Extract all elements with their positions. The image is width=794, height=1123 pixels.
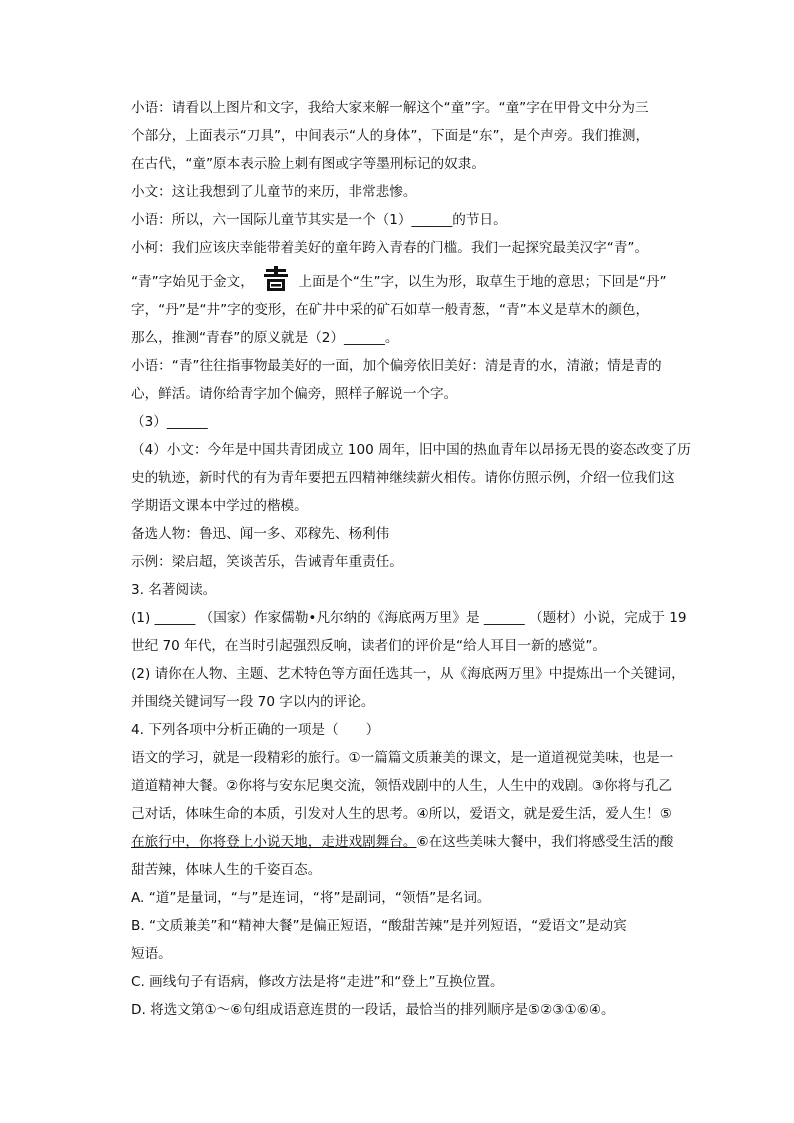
underlined-sentence: 在旅行中，你将登上小说天地，走进戏剧舞台。 [131, 834, 417, 850]
text-line: 小语：请看以上图片和文字，我给大家来解一解这个“童”字。“童”字在甲骨文中分为三 [131, 100, 649, 116]
text-line: 甜苦辣，体味人生的千姿百态。 [131, 862, 322, 878]
text-line: 小语：“青”往往指事物最美好的一面，加个偏旁依旧美好：清是青的水，清澈；情是青的 [131, 358, 662, 374]
text-line: 心，鲜活。请你给青字加个偏旁，照样子解说一个字。 [131, 386, 458, 402]
text-line: 个部分，上面表示“刀具”，中间表示“人的身体”，下面是“东”，是个声旁。我们推测， [131, 128, 650, 144]
text-line: 史的轨迹，新时代的有为青年要把五四精神继续薪火相传。请你仿照示例，介绍一位我们这 [131, 470, 675, 486]
text-line: 在古代，“童”原本表示脸上刺有图或字等墨刑标记的奴隶。 [131, 156, 485, 172]
text-line: 4. 下列各项中分析正确的一项是（ ） [131, 722, 380, 738]
text-line: 字，“丹”是“井”字的变形，在矿井中采的矿石如草一般青葱，“青”本义是草木的颜色， [131, 302, 650, 318]
text-line: 那么，推测“青春”的原义就是（2）______。 [131, 330, 399, 346]
text-line: 道道精神大餐。②你将与安东尼奥交流，领悟戏剧中的人生，人生中的戏剧。③你将与孔乙 [131, 778, 672, 794]
text-line: 语文的学习，就是一段精彩的旅行。①一篇篇文质兼美的课文，是一道道视觉美味，也是一 [131, 750, 674, 766]
text-line: (1) ______ （国家）作家儒勒•凡尔纳的《海底两万里》是 ______ （题材）小说，完成于 19 [131, 610, 687, 626]
text-line: 备选人物：鲁迅、闻一多、邓稼先、杨利伟 [131, 526, 390, 542]
text-line: 己对话，体味生命的本质，引发对人生的思考。④所以，爱语文，就是爱生活，爱人生！⑤ [131, 806, 672, 822]
underlined-text-line [131, 828, 691, 856]
text-line: 小柯：我们应该庆幸能带着美好的童年跨入青春的门槛。我们一起探究最美汉字“青”。 [131, 240, 649, 256]
option-b-cont: 短语。 [131, 946, 172, 962]
text-line: 3. 名著阅读。 [131, 582, 217, 598]
text-line: 小语：所以，六一国际儿童节其实是一个（1）______的节日。 [131, 212, 507, 228]
text-line: 并围绕关键词写一段 70 字以内的评论。 [131, 694, 375, 710]
option-a: A. “道”是量词，“与”是连词，“将”是副词，“领悟”是名词。 [131, 890, 491, 906]
option-c: C. 画线句子有语病，修改方法是将“走进”和“登上”互换位置。 [131, 974, 504, 990]
option-b: B. “文质兼美”和“精神大餐”是偏正短语，“酸甜苦辣”是并列短语，“爱语文”是动宾 [131, 918, 627, 934]
qing-line-after: 上面是个“生”字，以生为形，取草生于地的意思；下回是“丹” [298, 274, 667, 290]
document-page [131, 94, 691, 1024]
underlined-line-tail: ⑥在这些美味大餐中，我们将感受生活的酸 [416, 834, 674, 850]
text-line: 世纪 70 年代，在当时引起强烈反响，读者们的评价是“给人耳目一新的感觉”。 [131, 638, 607, 654]
bronze-qing-glyph-icon [260, 266, 292, 292]
text-line: 学期语文课本中学过的楷模。 [131, 498, 308, 514]
text-line: 示例：梁启超，笑谈苦乐，告诫青年重责任。 [131, 554, 403, 570]
text-line: （3）______ [131, 414, 208, 430]
text-line: （4）小文：今年是中国共青团成立 100 周年，旧中国的热血青年以昂扬无畏的姿态改变了历 [131, 442, 691, 458]
qing-line-before: “青”字始见于金文， [131, 274, 254, 290]
text-line: 小文：这让我想到了儿童节的来历，非常悲惨。 [131, 184, 417, 200]
qing-line [131, 266, 691, 296]
text-line: (2) 请你在人物、主题、艺术特色等方面任选其一，从《海底两万里》中提炼出一个关键词， [131, 666, 685, 682]
option-d: D. 将选文第①～⑥句组成语意连贯的一段话，最恰当的排列顺序是⑤②③①⑥④。 [131, 1002, 615, 1018]
